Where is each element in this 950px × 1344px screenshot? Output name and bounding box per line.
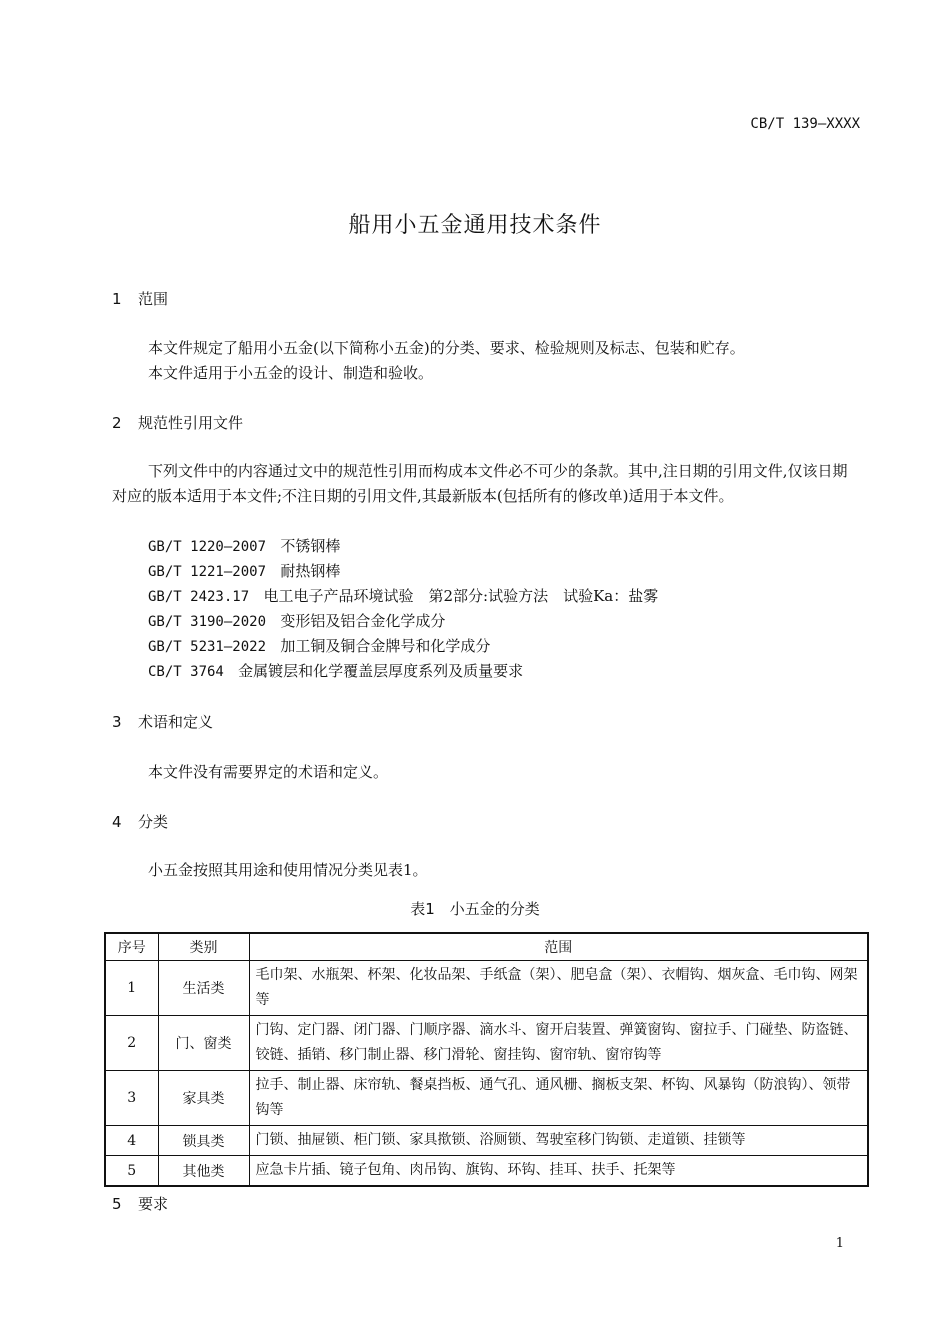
reference-code: GB/T 1220—2007	[148, 539, 267, 555]
cell-scope: 门锁、抽屉锁、柜门锁、家具揿锁、浴厕锁、驾驶室移门钩锁、走道锁、挂锁等	[249, 1126, 868, 1156]
table-row	[105, 961, 868, 1016]
paragraph: 本文件适用于小五金的设计、制造和验收。	[148, 364, 434, 382]
reference-item	[148, 585, 658, 606]
standard-code: CB/T 139—XXXX	[750, 116, 860, 132]
paragraph: 小五金按照其用途和使用情况分类见表1。	[148, 861, 428, 879]
reference-title: 变形铝及铝合金化学成分	[280, 612, 446, 630]
reference-title: 不锈钢棒	[280, 537, 341, 555]
cell-scope: 门钩、定门器、闭门器、门顺序器、滴水斗、窗开启装置、弹簧窗钩、窗拉手、门碰垫、防盗链、铰链、插销、移门制止器、移门滑轮、窗挂钩、窗帘轨、窗帘钩等	[249, 1016, 868, 1071]
reference-item	[148, 660, 523, 681]
cell-category: 锁具类	[158, 1126, 249, 1156]
cell-category: 其他类	[158, 1156, 249, 1187]
table-header-row	[105, 933, 868, 961]
reference-item	[148, 610, 445, 631]
section-heading-3	[112, 711, 213, 732]
reference-code: GB/T 1221—2007	[148, 564, 267, 580]
reference-code: CB/T 3764	[148, 664, 224, 680]
cell-category: 生活类	[158, 961, 249, 1016]
cell-category: 门、窗类	[158, 1016, 249, 1071]
cell-no: 3	[105, 1071, 158, 1126]
section-heading-1	[112, 288, 168, 309]
section-number: 2	[112, 414, 122, 432]
reference-code: GB/T 3190—2020	[148, 614, 267, 630]
section-number: 1	[112, 290, 122, 308]
section-heading-2	[112, 412, 243, 433]
reference-title: 耐热钢棒	[280, 562, 341, 580]
reference-item	[148, 635, 490, 656]
reference-item	[148, 560, 340, 581]
page-number: 1	[835, 1236, 844, 1251]
paragraph: 本文件没有需要界定的术语和定义。	[148, 763, 389, 781]
section-number: 5	[112, 1195, 122, 1213]
reference-code: GB/T 5231—2022	[148, 639, 267, 655]
cell-no: 2	[105, 1016, 158, 1071]
reference-title: 加工铜及铜合金牌号和化学成分	[280, 637, 491, 655]
section-heading-5	[112, 1193, 168, 1214]
table-caption: 表1 小五金的分类	[410, 900, 540, 918]
table-row	[105, 1126, 868, 1156]
reference-item	[148, 535, 340, 556]
reference-title: 金属镀层和化学覆盖层厚度系列及质量要求	[238, 662, 524, 680]
section-heading-4	[112, 811, 168, 832]
cell-category: 家具类	[158, 1071, 249, 1126]
header-no: 序号	[105, 933, 158, 961]
document-title: 船用小五金通用技术条件	[348, 213, 602, 238]
paragraph: 本文件规定了船用小五金(以下简称小五金)的分类、要求、检验规则及标志、包装和贮存。	[148, 339, 745, 357]
reference-title: 电工电子产品环境试验 第2部分:试验方法 试验Ka：盐雾	[263, 587, 659, 605]
table-row	[105, 1156, 868, 1187]
paragraph: 下列文件中的内容通过文中的规范性引用而构成本文件必不可少的条款。其中,注日期的引用文件,仅该日期对应的版本适用于本文件;不注日期的引用文件,其最新版本(包括所有的修改单)适用于本文件。	[112, 462, 848, 505]
header-category: 类别	[158, 933, 249, 961]
table-row	[105, 1071, 868, 1126]
section-number: 3	[112, 713, 122, 731]
section-title: 规范性引用文件	[138, 414, 244, 432]
cell-scope: 拉手、制止器、床帘轨、餐桌挡板、通气孔、通风栅、搁板支架、杯钩、风暴钩（防浪钩）、领带钩等	[249, 1071, 868, 1126]
cell-no: 1	[105, 961, 158, 1016]
section-number: 4	[112, 813, 122, 831]
reference-code: GB/T 2423.17	[148, 589, 250, 605]
cell-no: 4	[105, 1126, 158, 1156]
cell-scope: 应急卡片插、镜子包角、肉吊钩、旗钩、环钩、挂耳、扶手、托架等	[249, 1156, 868, 1187]
section-title: 范围	[138, 290, 169, 308]
header-scope: 范围	[249, 933, 868, 961]
section-title: 术语和定义	[138, 713, 214, 731]
classification-table	[104, 932, 869, 1187]
section-title: 分类	[138, 813, 169, 831]
section-title: 要求	[138, 1195, 169, 1213]
cell-scope: 毛巾架、水瓶架、杯架、化妆品架、手纸盒（架）、肥皂盒（架）、衣帽钩、烟灰盒、毛巾钩、网架等	[249, 961, 868, 1016]
table-row	[105, 1016, 868, 1071]
cell-no: 5	[105, 1156, 158, 1187]
